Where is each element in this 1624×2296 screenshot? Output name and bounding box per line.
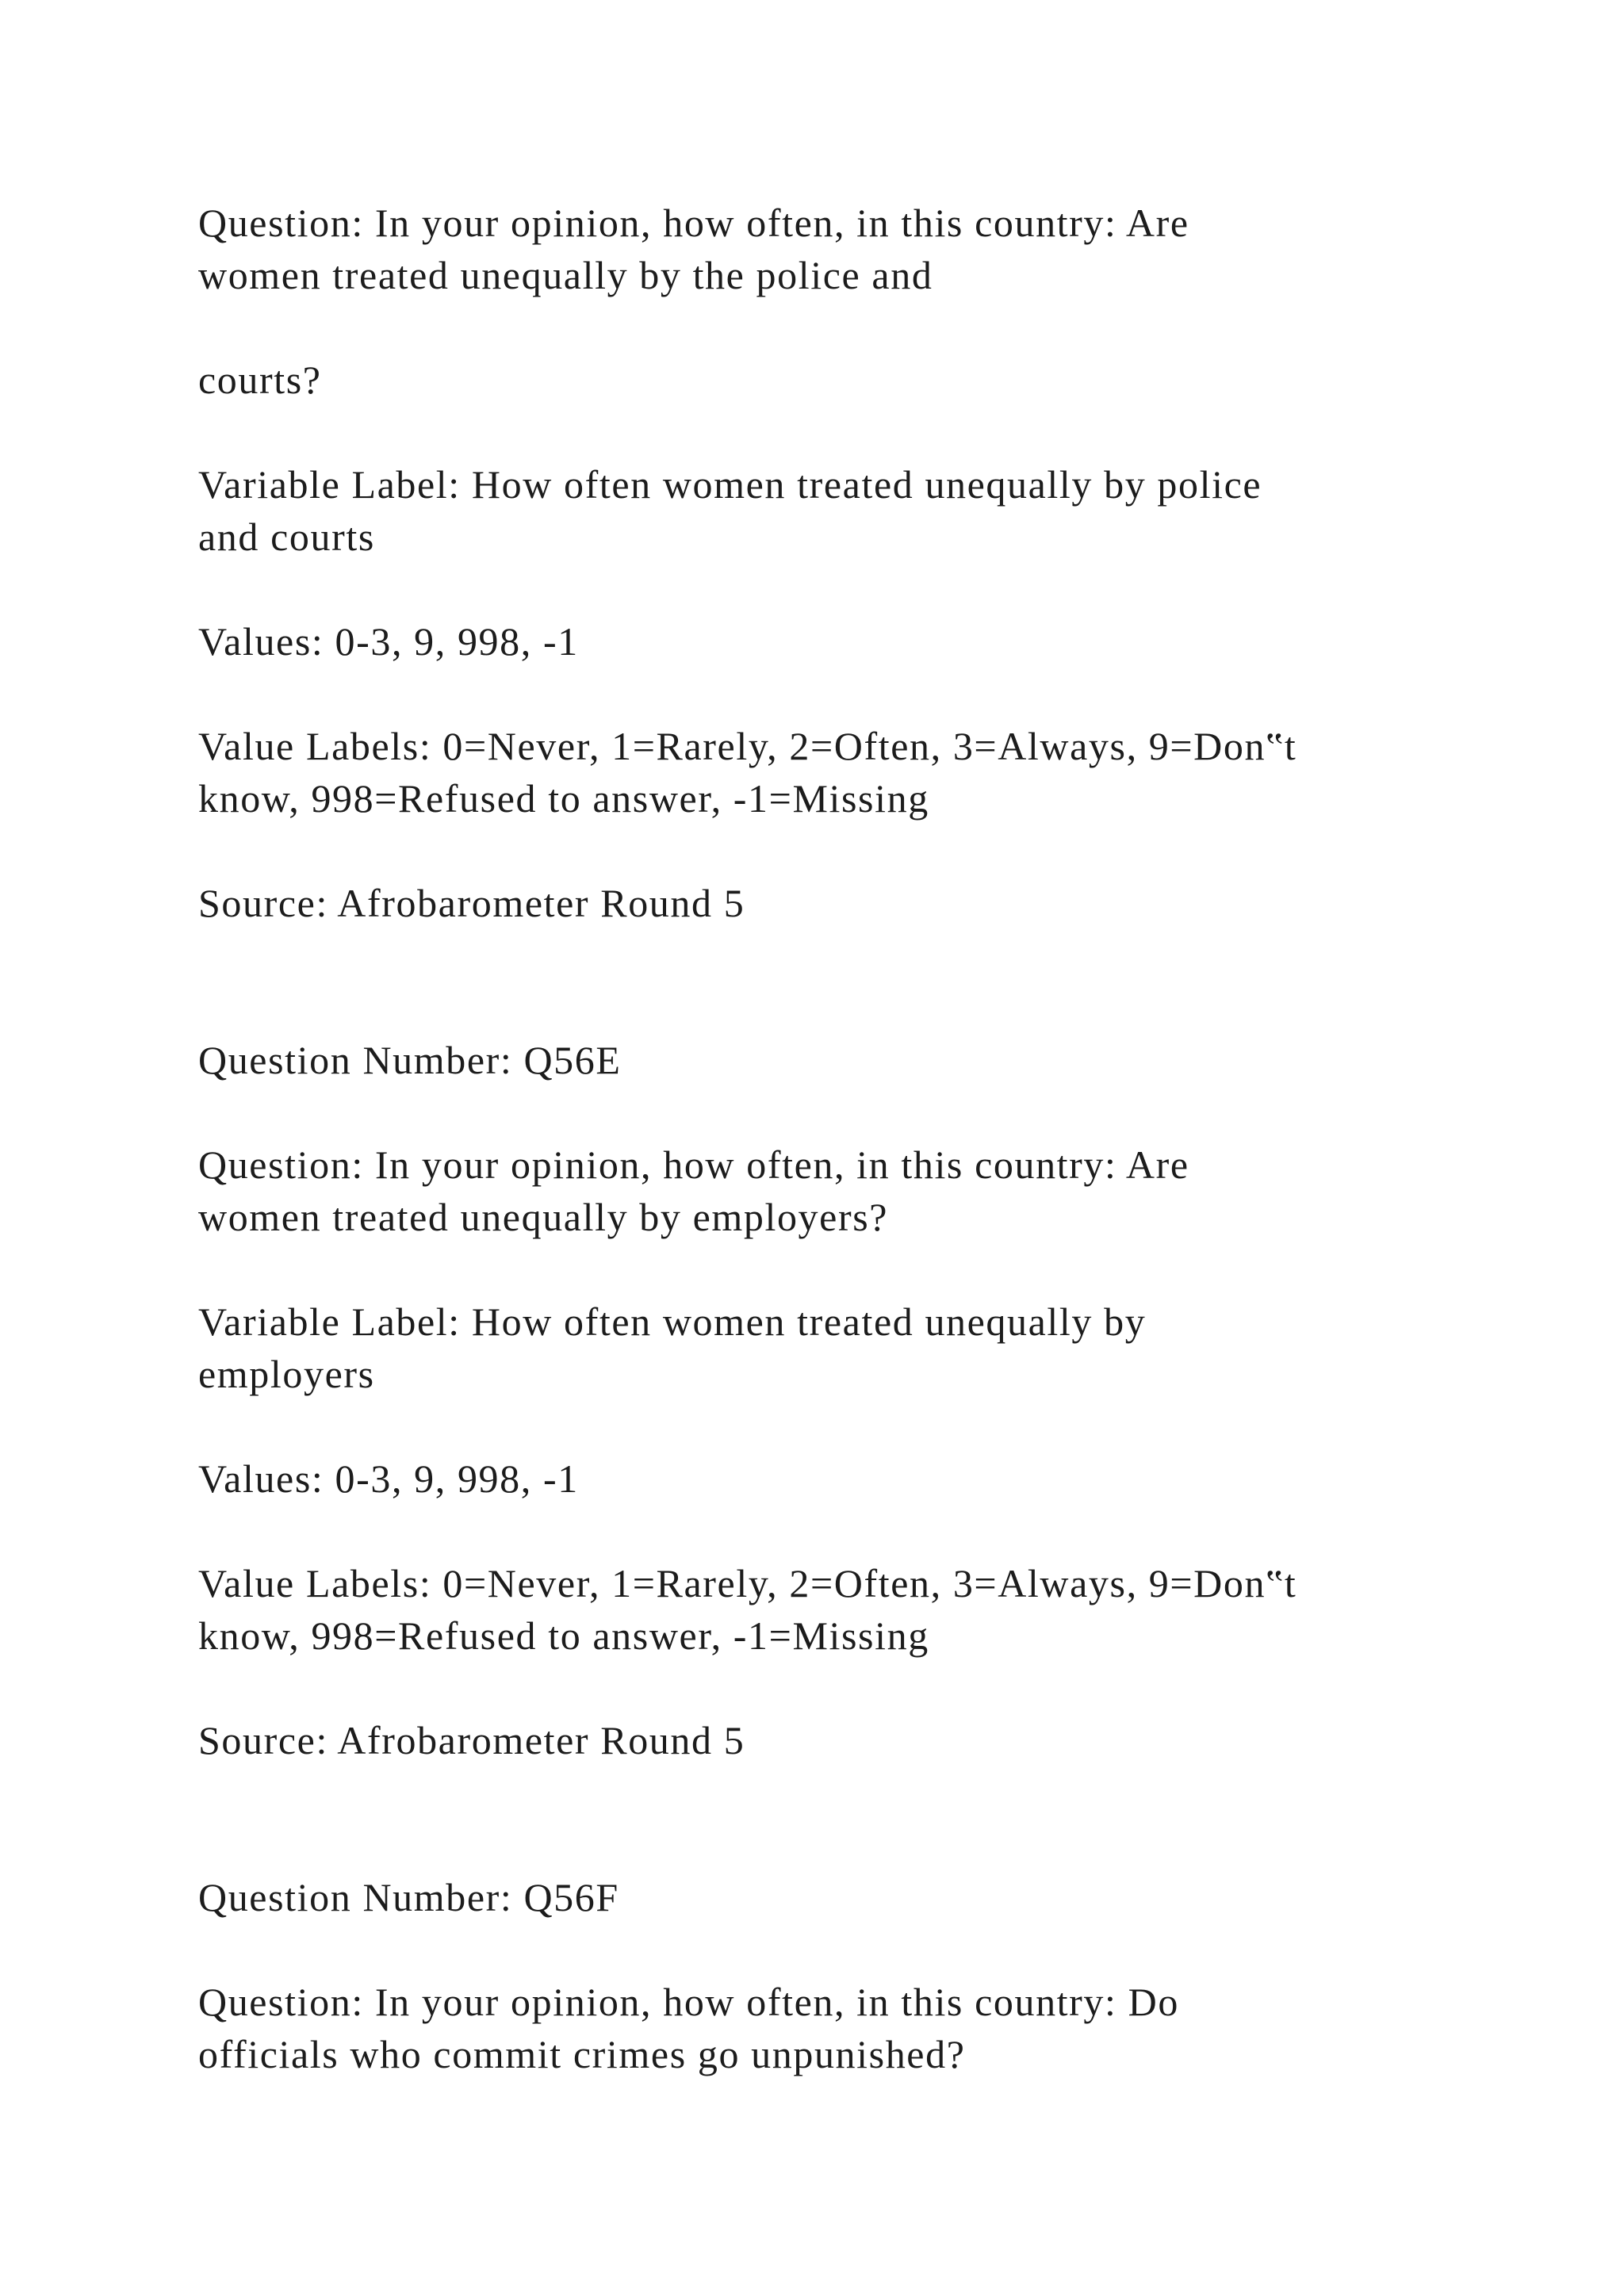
- value-labels-line: Value Labels: 0=Never, 1=Rarely, 2=Often, 3=Always, 9=Don‟t: [198, 1561, 1297, 1605]
- question-text-line: Question: In your opinion, how often, in this country: Are: [198, 201, 1189, 245]
- values-line: Values: 0-3, 9, 998, -1: [198, 619, 579, 664]
- question-text-line: Question: In your opinion, how often, in this country: Do: [198, 1980, 1179, 2024]
- variable-label-line: employers: [198, 1352, 375, 1396]
- question-text-line: Question: In your opinion, how often, in this country: Are: [198, 1142, 1189, 1187]
- question-number-line: Question Number: Q56E: [198, 1038, 622, 1082]
- question-text-line: officials who commit crimes go unpunished?: [198, 2032, 966, 2076]
- question-number-line: Question Number: Q56F: [198, 1875, 619, 1919]
- question-text-line: courts?: [198, 358, 322, 402]
- question-text-line: women treated unequally by employers?: [198, 1195, 889, 1239]
- source-line: Source: Afrobarometer Round 5: [198, 881, 745, 925]
- source-line: Source: Afrobarometer Round 5: [198, 1718, 745, 1762]
- value-labels-line: know, 998=Refused to answer, -1=Missing: [198, 1613, 929, 1658]
- variable-label-line: Variable Label: How often women treated unequally by police: [198, 462, 1262, 507]
- value-labels-line: Value Labels: 0=Never, 1=Rarely, 2=Often, 3=Always, 9=Don‟t: [198, 724, 1297, 768]
- value-labels-line: know, 998=Refused to answer, -1=Missing: [198, 776, 929, 821]
- question-text-line: women treated unequally by the police and: [198, 253, 933, 297]
- variable-label-line: and courts: [198, 515, 375, 559]
- values-line: Values: 0-3, 9, 998, -1: [198, 1456, 579, 1501]
- variable-label-line: Variable Label: How often women treated unequally by: [198, 1299, 1147, 1344]
